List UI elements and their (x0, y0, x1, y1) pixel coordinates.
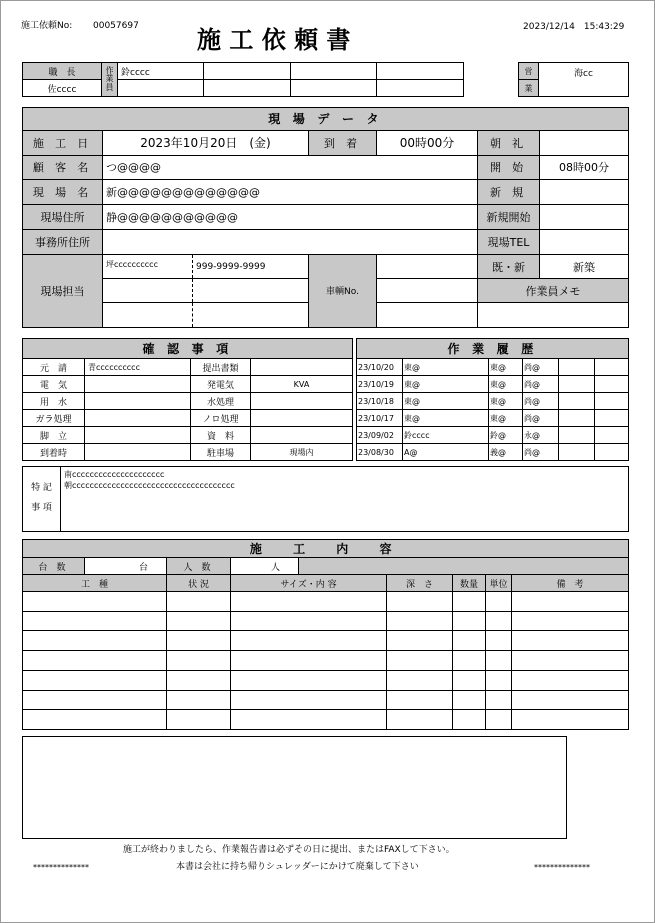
rireki-date: 23/10/20 (357, 359, 403, 376)
sekou-cell (167, 670, 231, 690)
kakunin-value (85, 410, 191, 427)
rireki-staff: 東@ (489, 410, 523, 427)
sekou-cell (23, 592, 167, 612)
sekou-column-header: 単位 (486, 575, 512, 592)
sekou-cell (512, 611, 629, 631)
sekou-cell (167, 710, 231, 730)
shokuchou-label: 職 長 (23, 63, 102, 80)
footer-stars-left: ************** (33, 863, 89, 872)
sharyou-value (377, 254, 478, 279)
kakunin-row (23, 410, 353, 427)
kakunin-value (251, 359, 353, 376)
kakunin-label: 電 気 (23, 376, 85, 393)
rireki-site: 鈴cccc (403, 427, 489, 444)
sekou-row (23, 670, 629, 690)
memo-value (478, 303, 629, 328)
kakunin-row (23, 444, 353, 461)
sekou-row (23, 592, 629, 612)
tokki-label: 事 項 (31, 503, 52, 513)
rireki-site: 東@ (403, 376, 489, 393)
genba-section-title: 現 場 デ ー タ (23, 108, 629, 131)
kakunin-section-title: 確 認 事 項 (23, 339, 353, 359)
sekou-cell (231, 592, 387, 612)
daisu-label: 台 数 (23, 558, 85, 575)
kaishi-value: 08時00分 (540, 155, 629, 180)
sekou-cell (23, 611, 167, 631)
rireki-date: 23/10/17 (357, 410, 403, 427)
shinki-value (540, 180, 629, 205)
sekou-cell (453, 631, 486, 651)
kakunin-value (85, 444, 191, 461)
sekou-cell (167, 611, 231, 631)
tantou-cell (193, 279, 309, 303)
staff-table (22, 62, 464, 97)
footer-notice: 施工が終わりましたら、作業報告書は必ずその日に提出、またはFAXして下さい。 (123, 845, 455, 855)
kokyaku-value: つ@@@@ (103, 155, 478, 180)
rireki-date: 23/09/02 (357, 427, 403, 444)
genba-data-table (22, 107, 629, 328)
sharyou-cell (377, 279, 478, 303)
print-datetime: 2023/12/14 15:43:29 (523, 22, 625, 32)
rireki-cell (559, 410, 595, 427)
kakunin-value (251, 427, 353, 444)
nin-unit: 人 (231, 558, 299, 575)
sekou-cell (512, 651, 629, 671)
sagyouin-value: 鈴cccc (118, 63, 204, 80)
sagyouin-cell (291, 63, 377, 80)
sekou-cell (231, 710, 387, 730)
rireki-cell (595, 427, 629, 444)
tokki-table (22, 466, 629, 532)
rireki-site: 東@ (403, 393, 489, 410)
jimusho-label: 事務所住所 (23, 229, 103, 254)
jimusho-value (103, 229, 478, 254)
sagyouin-label: 作業員 (102, 63, 118, 97)
kakunin-row (23, 376, 353, 393)
kishin-value: 新築 (540, 254, 629, 279)
tokki-line: 南ccccccccccccccccccccc (64, 470, 165, 479)
footer-shred-notice: 本書は会社に持ち帰りシュレッダーにかけて廃棄して下さい (176, 862, 419, 872)
rireki-cell (595, 359, 629, 376)
genbamei-value: 新@@@@@@@@@@@@@ (103, 180, 478, 205)
kakunin-label: 用 水 (23, 393, 85, 410)
kakunin-label: 提出書類 (191, 359, 251, 376)
sekou-cell (453, 670, 486, 690)
tantou-tel: 999-9999-9999 (193, 254, 309, 279)
rireki-staff: 鈴@ (489, 427, 523, 444)
sekou-column-header: 数量 (453, 575, 486, 592)
kakunin-table (22, 338, 353, 461)
tokki-value-cell (61, 467, 629, 532)
rireki-date: 23/10/18 (357, 393, 403, 410)
rireki-staff: 尚@ (523, 393, 559, 410)
sekoubi-label: 施 工 日 (23, 130, 103, 155)
rireki-cell (559, 393, 595, 410)
rireki-cell (595, 410, 629, 427)
rireki-row (357, 376, 629, 393)
sagyouin-cell (291, 80, 377, 97)
sekou-row (23, 690, 629, 710)
eigyou-label: 営 (519, 63, 539, 80)
rireki-cell (559, 444, 595, 461)
kakunin-value: KVA (251, 376, 353, 393)
sharyou-label: 車輌No. (309, 254, 377, 327)
tantou-cell (103, 303, 193, 328)
rireki-row (357, 359, 629, 376)
kakunin-label: 水処理 (191, 393, 251, 410)
sekoubi-value: 2023年10月20日 (金) (103, 130, 309, 155)
sekou-cell (231, 670, 387, 690)
dai-unit: 台 (85, 558, 167, 575)
sagyouin-cell (377, 63, 464, 80)
rireki-staff: 尚@ (523, 359, 559, 376)
sagyouin-cell (118, 80, 204, 97)
sekou-cell (387, 710, 453, 730)
footer-stars-right: ************** (534, 863, 590, 872)
memo-label: 作業員メモ (478, 279, 629, 303)
sekou-column-header: 状 況 (167, 575, 231, 592)
sekou-cell (231, 611, 387, 631)
sekou-cell (167, 631, 231, 651)
rireki-table (356, 338, 629, 461)
shokuchou-value: 佐cccc (23, 80, 102, 97)
kakunin-value (85, 427, 191, 444)
rireki-date: 23/08/30 (357, 444, 403, 461)
sekou-cell (512, 710, 629, 730)
tantou-label: 現場担当 (23, 254, 103, 327)
sekou-cell (387, 631, 453, 651)
sekou-cell (453, 710, 486, 730)
kakunin-value (85, 393, 191, 410)
touchaku-value: 00時00分 (377, 130, 478, 155)
rireki-row (357, 393, 629, 410)
rireki-site: 東@ (403, 410, 489, 427)
eigyou-table (518, 62, 629, 97)
sagyouin-cell (204, 80, 291, 97)
tokki-label: 特 記 (31, 483, 52, 494)
sekou-cell (512, 670, 629, 690)
kakunin-label: 発電気 (191, 376, 251, 393)
kakunin-label: 到着時 (23, 444, 85, 461)
kakunin-label: ガラ処理 (23, 410, 85, 427)
rireki-staff: 東@ (489, 393, 523, 410)
sekou-blank-header (299, 558, 629, 575)
sekou-row (23, 611, 629, 631)
kaishi-label: 開 始 (478, 155, 540, 180)
kakunin-label: 駐車場 (191, 444, 251, 461)
sekou-row (23, 651, 629, 671)
genbamei-label: 現 場 名 (23, 180, 103, 205)
sekou-cell (387, 592, 453, 612)
sekou-column-header: サイズ・内 容 (231, 575, 387, 592)
sekou-cell (512, 631, 629, 651)
rireki-site: A@ (403, 444, 489, 461)
kakunin-label: 元 請 (23, 359, 85, 376)
kakunin-value: 青cccccccccc (85, 359, 191, 376)
rireki-cell (559, 427, 595, 444)
tokki-line: 朝ccccccccccccccccccccccccccccccccccccc (64, 481, 235, 490)
sekou-cell (486, 690, 512, 710)
rireki-cell (559, 359, 595, 376)
sekou-column-header: 深 さ (387, 575, 453, 592)
sekou-cell (486, 651, 512, 671)
rireki-cell (595, 444, 629, 461)
genba-jusho-label: 現場住所 (23, 205, 103, 230)
sekou-cell (167, 690, 231, 710)
sekou-cell (453, 690, 486, 710)
sharyou-cell (377, 303, 478, 328)
rireki-staff: 尚@ (523, 444, 559, 461)
sagyouin-cell (377, 80, 464, 97)
tokki-label-cell (23, 467, 61, 532)
sekou-cell (167, 651, 231, 671)
request-no-label: 施工依頼No: (21, 21, 73, 31)
sekou-cell (167, 592, 231, 612)
tantou-cell (103, 279, 193, 303)
sekou-cell (23, 631, 167, 651)
tantou-cell (193, 303, 309, 328)
sekou-cell (23, 670, 167, 690)
sekou-cell (486, 670, 512, 690)
rireki-cell (595, 376, 629, 393)
rireki-site: 東@ (403, 359, 489, 376)
sagyouin-cell (204, 63, 291, 80)
sekou-cell (387, 690, 453, 710)
sekou-cell (453, 651, 486, 671)
kakunin-value (251, 410, 353, 427)
sekou-naiyou-table (22, 539, 629, 730)
touchaku-label: 到 着 (309, 130, 377, 155)
sekou-cell (23, 710, 167, 730)
sekou-cell (23, 690, 167, 710)
sekou-column-header: 工 種 (23, 575, 167, 592)
kakunin-value: 現場内 (251, 444, 353, 461)
sekou-cell (512, 592, 629, 612)
sekou-cell (231, 631, 387, 651)
rireki-staff: 尚@ (523, 376, 559, 393)
rireki-cell (595, 393, 629, 410)
page-title: 施 工 依 頼 書 (197, 25, 351, 54)
sekou-cell (512, 690, 629, 710)
eigyou-value: 海cc (539, 63, 629, 97)
sekou-cell (231, 651, 387, 671)
chourei-value (540, 130, 629, 155)
shinki-label: 新 規 (478, 180, 540, 205)
rireki-staff: 東@ (489, 359, 523, 376)
request-no: 00057697 (93, 21, 139, 31)
kishin-label: 既・新 (478, 254, 540, 279)
kakunin-row (23, 427, 353, 444)
kakunin-row (23, 359, 353, 376)
ninzu-label: 人 数 (167, 558, 231, 575)
kakunin-value (251, 393, 353, 410)
sekou-cell (23, 651, 167, 671)
genba-jusho-value: 静@@@@@@@@@@@ (103, 205, 478, 230)
chourei-label: 朝 礼 (478, 130, 540, 155)
rireki-staff: 尚@ (523, 410, 559, 427)
rireki-row (357, 427, 629, 444)
sekou-row (23, 631, 629, 651)
sekou-cell (387, 651, 453, 671)
sekou-cell (387, 611, 453, 631)
sekou-section-title: 施 工 内 容 (23, 540, 629, 558)
rireki-staff: 義@ (489, 444, 523, 461)
sekou-cell (486, 592, 512, 612)
kakunin-label: 脚 立 (23, 427, 85, 444)
rireki-date: 23/10/19 (357, 376, 403, 393)
rireki-row (357, 444, 629, 461)
sekou-row (23, 710, 629, 730)
genba-tel-value (540, 229, 629, 254)
rireki-staff: 永@ (523, 427, 559, 444)
sekou-cell (387, 670, 453, 690)
sekou-cell (486, 710, 512, 730)
sekou-cell (231, 690, 387, 710)
sekou-column-header: 備 考 (512, 575, 629, 592)
genba-tel-label: 現場TEL (478, 229, 540, 254)
tantou-name: 坪cccccccccc (103, 254, 193, 279)
shinki-kaishi-label: 新規開始 (478, 205, 540, 230)
sekou-cell (486, 631, 512, 651)
rireki-section-title: 作 業 履 歴 (357, 339, 629, 359)
rireki-staff: 東@ (489, 376, 523, 393)
kakunin-value (85, 376, 191, 393)
eigyou-label: 業 (519, 80, 539, 97)
kakunin-row (23, 393, 353, 410)
kakunin-label: ノロ処理 (191, 410, 251, 427)
blank-notes-box (22, 736, 567, 839)
sekou-cell (453, 611, 486, 631)
rireki-cell (559, 376, 595, 393)
sekou-cell (486, 611, 512, 631)
kokyaku-label: 顧 客 名 (23, 155, 103, 180)
kakunin-label: 資 料 (191, 427, 251, 444)
shinki-kaishi-value (540, 205, 629, 230)
rireki-row (357, 410, 629, 427)
sekou-cell (453, 592, 486, 612)
